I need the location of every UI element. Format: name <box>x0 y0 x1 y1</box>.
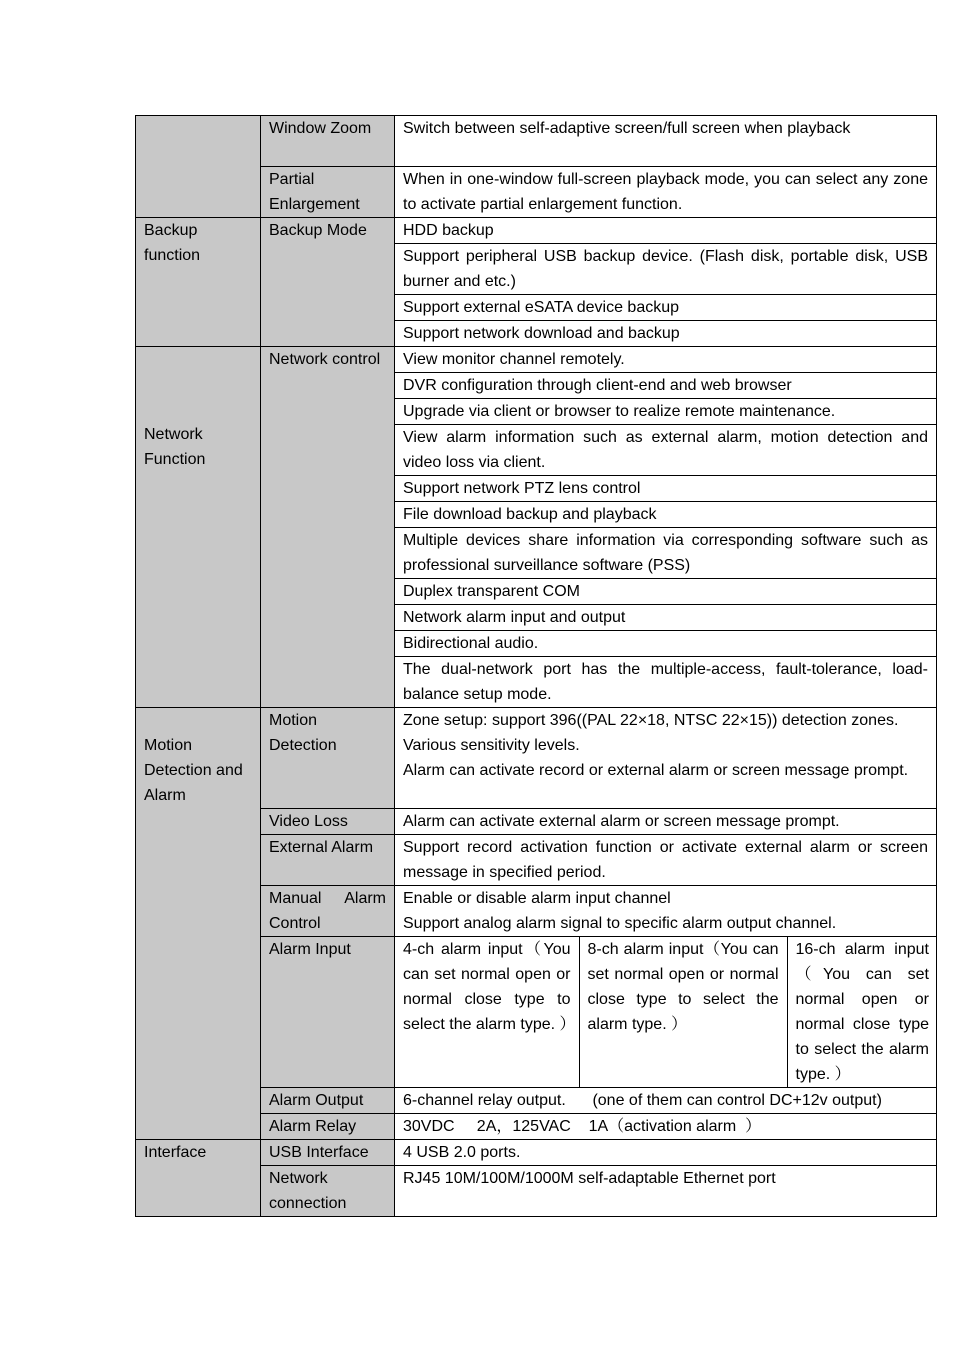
desc-alarm-output: 6-channel relay output. (one of them can control DC+12v output) <box>395 1088 937 1114</box>
alarm-input-columns <box>395 937 937 1087</box>
backup-item: Support peripheral USB backup device. (Flash disk, portable disk, USB burner and etc.) <box>395 244 937 295</box>
desc-partial-enlargement: When in one-window full-screen playback mode, you can select any zone to activate partial enlargement function. <box>395 167 937 218</box>
category-cell-blank <box>136 116 261 218</box>
network-item: Network alarm input and output <box>395 605 937 631</box>
category-network-function: Network Function <box>136 347 261 708</box>
sub-network-control: Network control <box>261 347 395 708</box>
backup-item: Support external eSATA device backup <box>395 295 937 321</box>
sub-external-alarm: External Alarm <box>261 835 395 886</box>
sub-alarm-relay: Alarm Relay <box>261 1114 395 1140</box>
desc-motion-detection <box>395 708 937 809</box>
category-backup-function: Backup function <box>136 218 261 347</box>
sub-video-loss: Video Loss <box>261 809 395 835</box>
desc-alarm-input <box>395 937 937 1088</box>
network-item: Duplex transparent COM <box>395 579 937 605</box>
sub-manual-alarm-control <box>261 886 395 937</box>
category-interface: Interface <box>136 1140 261 1217</box>
network-item: DVR configuration through client-end and web browser <box>395 373 937 399</box>
manual-alarm-label: Manual Alarm Control <box>269 890 386 932</box>
desc-network-connection: RJ45 10M/100M/1000M self-adaptable Ethernet port <box>395 1166 937 1217</box>
motion-line: Zone setup: support 396((PAL 22×18, NTSC 22×15)) detection zones. <box>403 712 899 729</box>
alarm-input-4ch: 4-ch alarm input（You can set normal open or normal close type to select the alarm type. ） <box>395 937 579 1087</box>
sub-network-connection: Network connection <box>261 1166 395 1217</box>
motion-line: Alarm can activate record or external alarm or screen message prompt. <box>403 762 909 779</box>
desc-external-alarm: Support record activation function or activate external alarm or screen message in specified period. <box>395 835 937 886</box>
sub-backup-mode: Backup Mode <box>261 218 395 347</box>
network-item: Support network PTZ lens control <box>395 476 937 502</box>
desc-window-zoom: Switch between self-adaptive screen/full screen when playback <box>395 116 937 167</box>
network-item: Upgrade via client or browser to realize remote maintenance. <box>395 399 937 425</box>
sub-alarm-output: Alarm Output <box>261 1088 395 1114</box>
desc-usb-interface: 4 USB 2.0 ports. <box>395 1140 937 1166</box>
motion-line: Various sensitivity levels. <box>403 737 580 754</box>
network-item: File download backup and playback <box>395 502 937 528</box>
sub-window-zoom: Window Zoom <box>261 116 395 167</box>
sub-partial-enlargement: Partial Enlargement <box>261 167 395 218</box>
desc-alarm-relay: 30VDC 2A，125VAC 1A（activation alarm ） <box>395 1114 937 1140</box>
manual-alarm-line: Support analog alarm signal to specific alarm output channel. <box>403 915 837 932</box>
network-item: The dual-network port has the multiple-access, fault-tolerance, load-balance setup mode. <box>395 657 937 708</box>
backup-item: Support network download and backup <box>395 321 937 347</box>
network-item: Multiple devices share information via corresponding software such as professional surveillance software (PSS) <box>395 528 937 579</box>
desc-video-loss: Alarm can activate external alarm or screen message prompt. <box>395 809 937 835</box>
sub-usb-interface: USB Interface <box>261 1140 395 1166</box>
sub-alarm-input: Alarm Input <box>261 937 395 1088</box>
specification-table <box>135 115 937 1217</box>
sub-motion-detection: Motion Detection <box>261 708 395 809</box>
alarm-input-8ch: 8-ch alarm input（You can set normal open or normal close type to select the alarm type. ） <box>579 937 787 1087</box>
manual-alarm-line: Enable or disable alarm input channel <box>403 890 671 907</box>
desc-manual-alarm-control <box>395 886 937 937</box>
alarm-input-16ch: 16-ch alarm input （You can set normal open or normal close type to select the alarm type. ） <box>795 941 929 1083</box>
backup-item: HDD backup <box>395 218 937 244</box>
network-item: Bidirectional audio. <box>395 631 937 657</box>
network-item: View monitor channel remotely. <box>395 347 937 373</box>
category-motion-detection-alarm: Motion Detection and Alarm <box>136 708 261 1140</box>
network-item: View alarm information such as external alarm, motion detection and video loss via client. <box>395 425 937 476</box>
